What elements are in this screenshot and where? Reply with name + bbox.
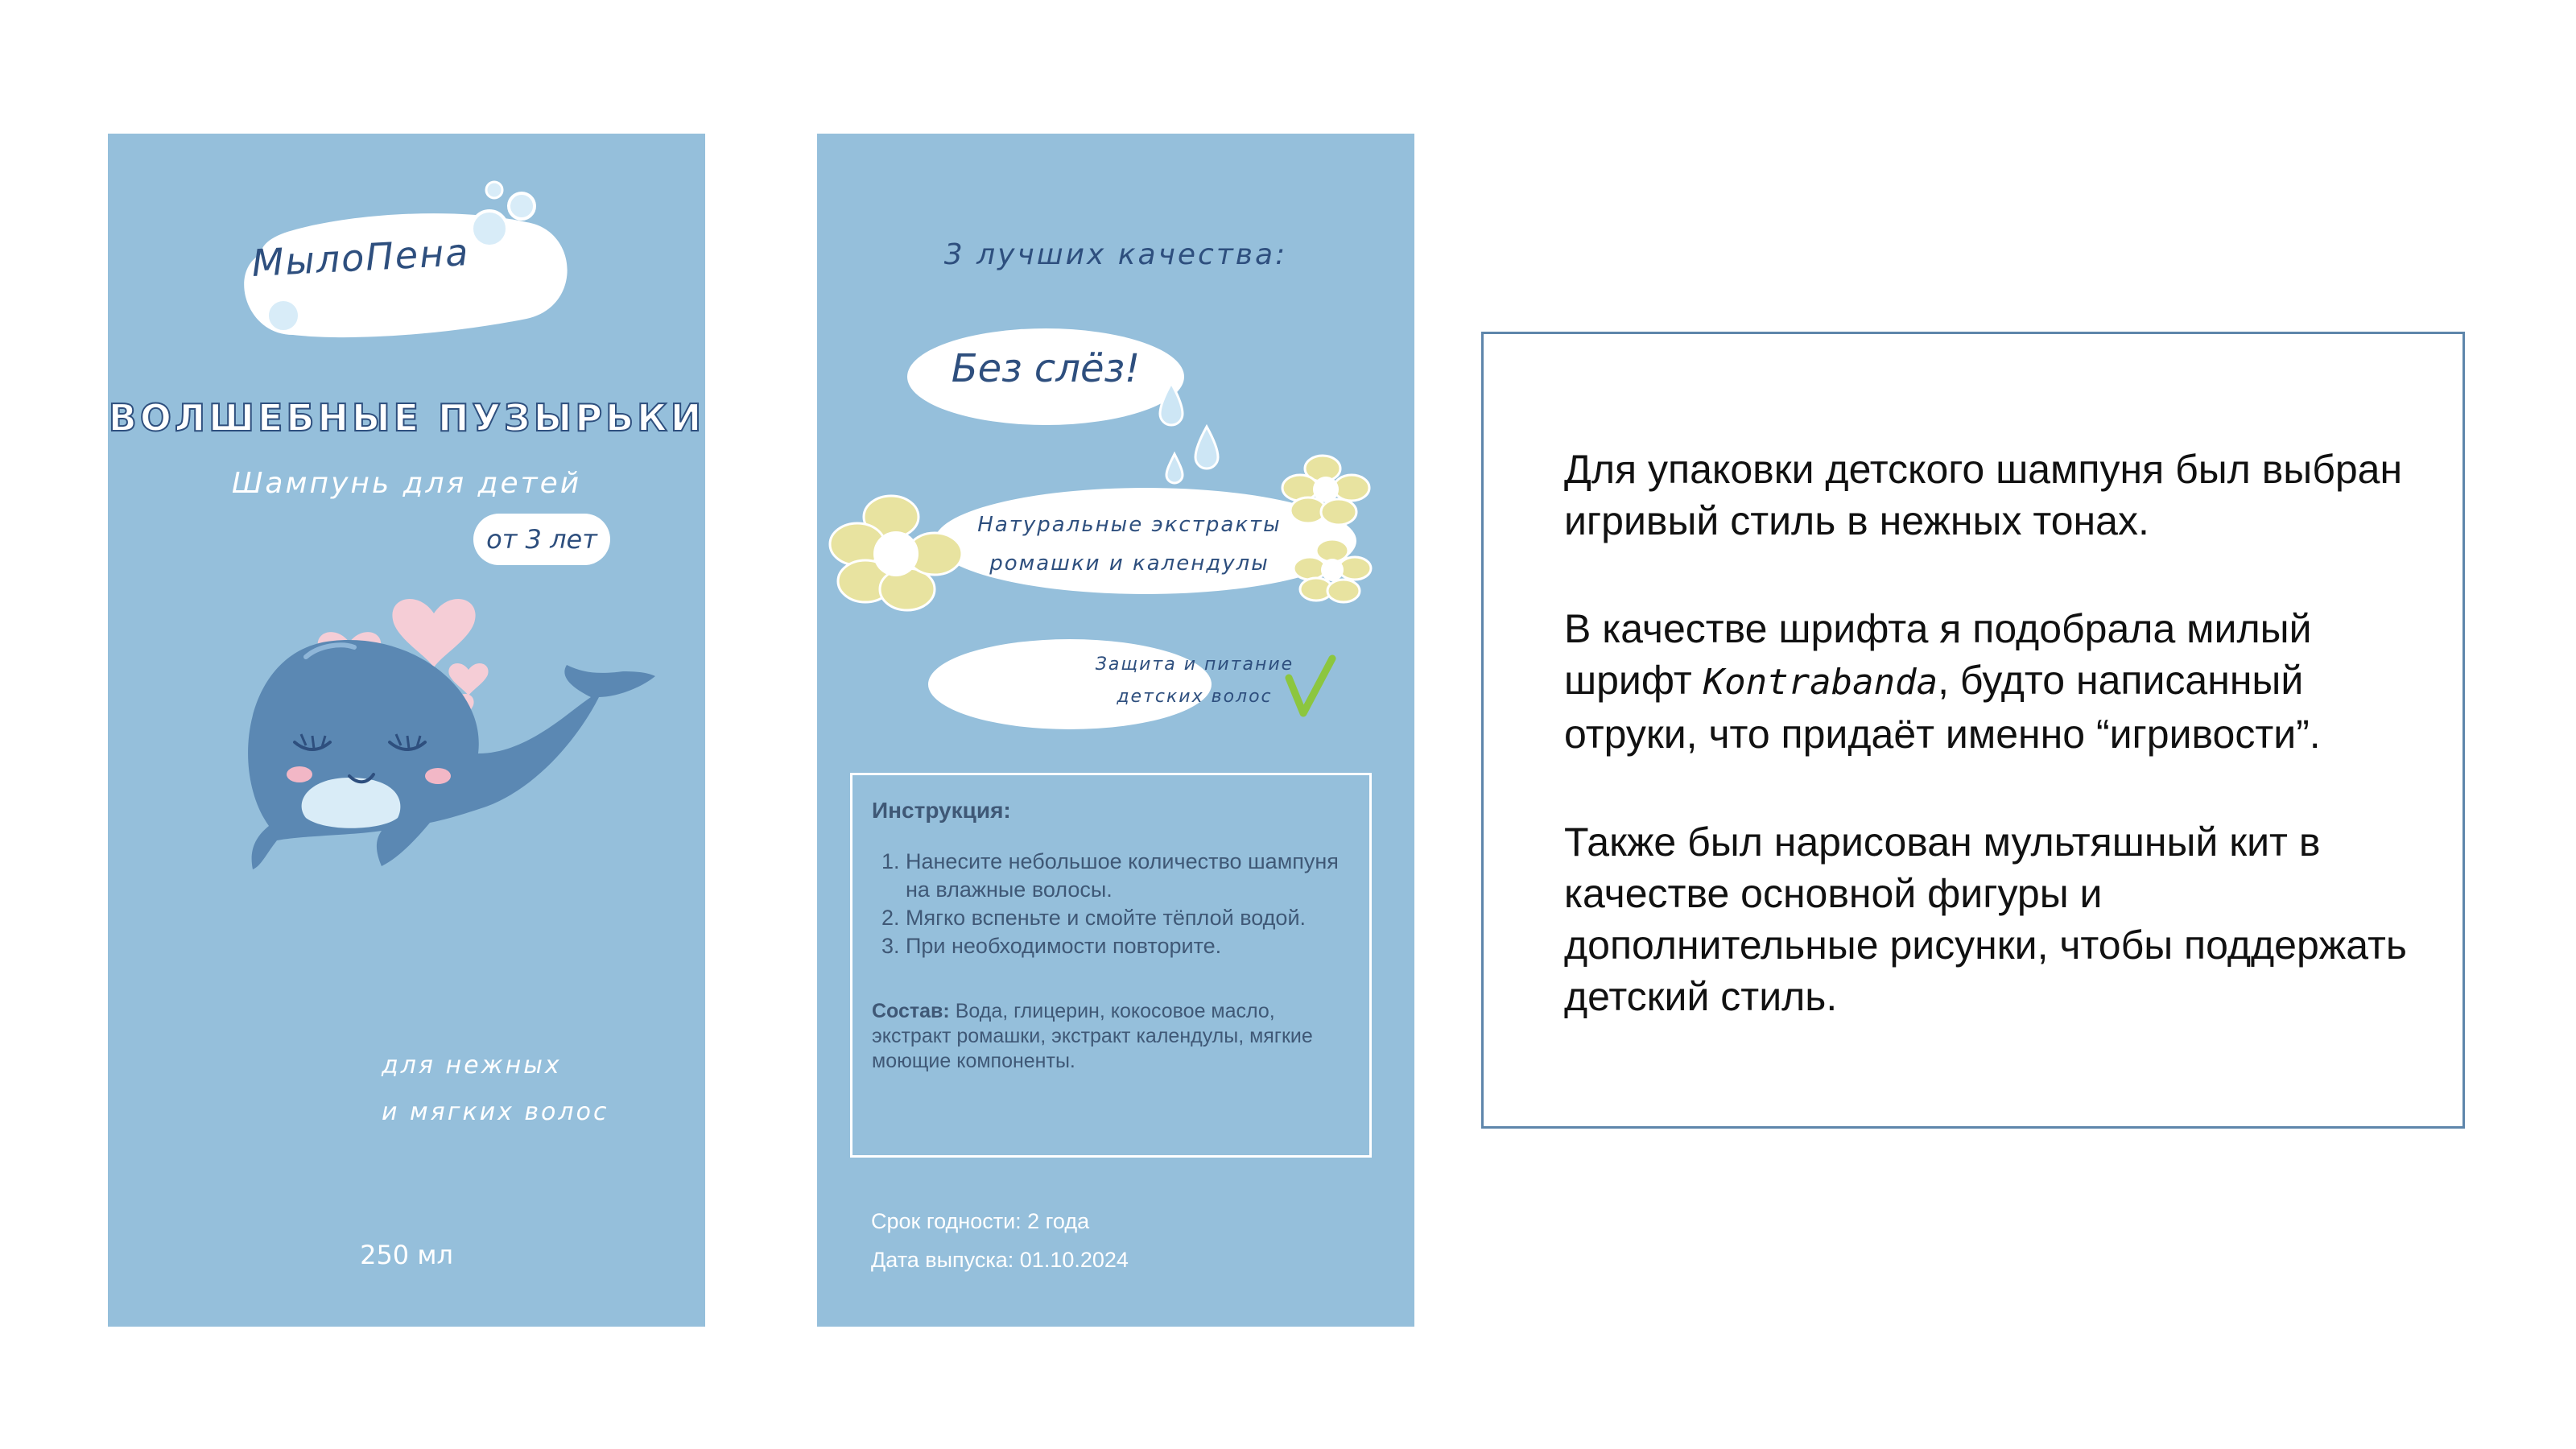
instruction-step: 1. Нанесите небольшое количество шампуня на влажные волосы. (906, 848, 1350, 904)
quality-no-tears: Без слёз! (951, 346, 1141, 391)
water-drops-icon (1160, 383, 1218, 483)
tagline-line-2: и мягких волос (382, 1098, 609, 1126)
quality-natural-line-1: Натуральные экстракты (977, 513, 1282, 537)
composition (872, 999, 1350, 1074)
age-badge: от 3 лет (473, 514, 610, 565)
description-paragraph-2-start: В качестве шрифта я подобрала милый шрифт (1564, 606, 2312, 703)
instructions-steps (872, 848, 1350, 960)
product-title: ВОЛШЕБНЫЕ ПУЗЫРЬКИ (108, 396, 705, 440)
quality-protection-line-1: Защита и питание (1095, 654, 1294, 675)
instruction-step: 2. Мягко вспеньте и смойте тёплой водой. (906, 904, 1350, 932)
instruction-step: 3. При необходимости повторите. (906, 932, 1350, 960)
front-label-art (108, 134, 705, 1327)
composition-label: Состав: (872, 1000, 950, 1022)
qualities-heading: 3 лучших качества: (943, 238, 1288, 271)
shelf-life: Срок годности: 2 года (871, 1209, 1090, 1233)
quality-protection-line-2: детских волос (1117, 687, 1273, 707)
product-subtitle: Шампунь для детей (231, 467, 582, 500)
font-name-sample: Kontrabanda (1703, 662, 1938, 703)
instructions-title: Инструкция: (872, 798, 1011, 823)
description-box (1481, 332, 2465, 1129)
description-paragraph-2-end: , будто написанный отруки, что придаёт именно “игривости”. (1564, 658, 2321, 757)
description-paragraph-1: Для упаковки детского шампуня был выбран игривый стиль в нежных тонах. (1564, 447, 2403, 543)
description-paragraph-3: Также был нарисован мультяшный кит в качестве основной фигуры и дополнительные рисунки, чтобы поддержать детский стиль. (1564, 819, 2407, 1019)
quality-natural-extracts (940, 506, 1319, 583)
release-date: Дата выпуска: 01.10.2024 (871, 1248, 1129, 1272)
bubble-icon (267, 299, 299, 332)
quality-protection (1058, 649, 1331, 713)
bubble-icon (486, 182, 502, 198)
instructions-box (850, 773, 1372, 1158)
description-paragraph-2 (1564, 603, 2414, 760)
quality-natural-line-2: ромашки и календулы (989, 551, 1269, 576)
composition-text: Вода, глицерин, кокосовое масло, экстракт ромашки, экстракт календулы, мягкие моющие компоненты. (872, 1000, 1313, 1072)
volume-label: 250 мл (360, 1240, 453, 1270)
bubble-icon (509, 193, 535, 219)
tagline-line-1: для нежных (382, 1051, 562, 1080)
brand-name: МылоПена (250, 229, 471, 286)
